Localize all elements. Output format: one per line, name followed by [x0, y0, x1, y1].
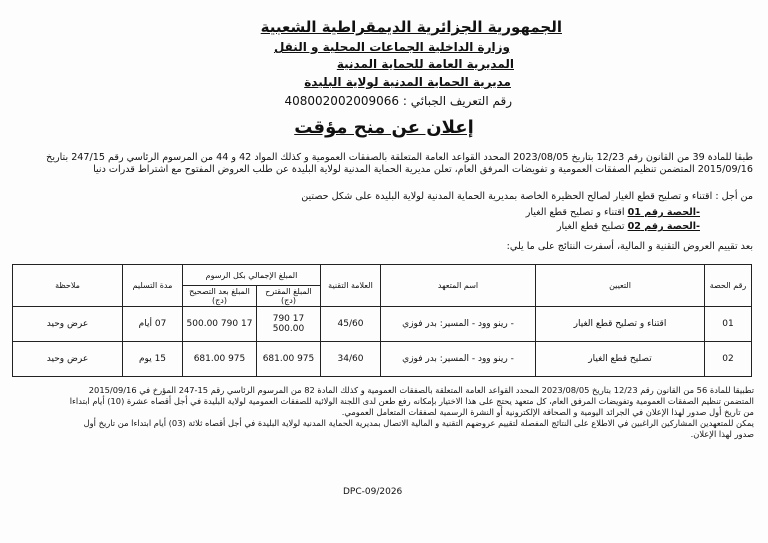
cell-contractor: - رينو وود - المسير: بدر فوزي: [381, 307, 536, 342]
col-tech-score: العلامة التقنية: [321, 265, 381, 307]
cell-contractor: - رينو وود - المسير: بدر فوزي: [381, 342, 536, 377]
cell-designation: تصليح قطع الغيار: [536, 342, 705, 377]
cell-corrected: 975 681.00: [183, 342, 257, 377]
lot-text: اقتناء و تصليح قطع الغيار: [525, 207, 625, 218]
evaluation-paragraph: بعد تقييم العروض التقنية و المالية، أسفرت النتائج على ما يلي:: [506, 241, 753, 252]
lot-label: -الحصة رقم 01: [627, 207, 700, 218]
cell-corrected: 17 790 500.00: [183, 307, 257, 342]
cell-tech-score: 45/60: [321, 307, 381, 342]
col-delivery: مدة التسليم: [123, 265, 183, 307]
lot-label: -الحصة رقم 02: [627, 221, 700, 232]
directorate-header: مديرية الحماية المدنية لولاية البليدة: [304, 75, 511, 89]
cell-lot-no: 01: [705, 307, 752, 342]
cell-designation: اقتناء و تصليح قطع الغيار: [536, 307, 705, 342]
col-corrected: المبلغ بعد التصحيح (دج): [183, 286, 257, 307]
ministry-header: وزارة الداخلية الجماعات المحلية و النقل: [273, 40, 510, 54]
col-total-amount: المبلغ الإجمالي بكل الرسوم: [183, 265, 321, 286]
cell-tech-score: 34/60: [321, 342, 381, 377]
results-table: [12, 264, 752, 377]
cell-lot-no: 02: [705, 342, 752, 377]
document-reference: DPC-09/2026: [343, 487, 403, 497]
object-paragraph: من أجل : اقتناء و تصليح قطع الغيار لصالح الحظيرة الخاصة بمديرية الحماية المدنية لولاية البليدة على شكل حصتين: [301, 191, 753, 202]
table-row: [13, 307, 752, 342]
intro-paragraph-line-2: 2015/09/16 المتضمن تنظيم الصفقات العمومية و تفويضات المرفق العام، تعلن مديرية الحماية المدنية لولاية البليدة عن طلب العروض المفتوح مع اشتراط قدرات دنيا: [93, 164, 753, 175]
lot-item: [526, 207, 700, 218]
cell-notes: عرض وحيد: [13, 342, 123, 377]
intro-paragraph-line-1: طبقا للمادة 39 من القانون رقم 12/23 بتاريخ 2023/08/05 المحدد القواعد العامة المتعلقة بالصفقات العمومية و كذلك المواد 42 و 44 من المرسوم الرئاسي رقم 247/15 بتاريخ: [46, 152, 753, 163]
republic-header: الجمهورية الجزائرية الديمقراطية الشعبية: [260, 18, 562, 36]
directorate-general-header: المديرية العامة للحماية المدنية: [336, 57, 514, 71]
col-notes: ملاحظة: [13, 265, 123, 307]
cell-proposed: 975 681.00: [256, 342, 320, 377]
footer-line-2: المتضمن تنظيم الصفقات العمومية وتفويضات المرفق العام، كل متعهد يحتج على هذا الاختيار بإمكانه رفع طعن لدى اللجنة الولائية للصفقات العمومية لولاية البليدة في أجل أقصاه عشرة (10) أيام ابتداءا: [69, 396, 754, 406]
cell-notes: عرض وحيد: [13, 307, 123, 342]
tax-id: رقم التعريف الجبائي : 408002002009066: [284, 94, 512, 108]
col-lot-no: رقم الحصة: [705, 265, 752, 307]
lot-item: [557, 221, 700, 232]
col-designation: التعيين: [536, 265, 705, 307]
col-proposed: المبلغ المقترح (دج): [256, 286, 320, 307]
cell-proposed: 17 790 500.00: [256, 307, 320, 342]
footer-line-5: صدور لهذا الإعلان.: [690, 429, 754, 439]
table-header-row: [13, 265, 752, 286]
cell-delivery: 07 أيام: [123, 307, 183, 342]
lot-text: تصليح قطع الغيار: [556, 221, 625, 232]
footer-line-1: تطبيقا للمادة 56 من القانون رقم 12/23 بتاريخ 2023/08/05 المحدد القواعد العامة المتعلقة بالصفقات العمومية و كذلك المادة 82 من المرسوم الرئاسي رقم 15-247 المؤرخ في 2015/09/16: [88, 385, 754, 395]
table-row: [13, 342, 752, 377]
footer-line-3: من تاريخ أول صدور لهذا الإعلان في الجرائد اليومية و الصحافة الإلكترونية أو النشرة الرسمية لصفقات المتعامل العمومي.: [341, 407, 754, 417]
footer-line-4: يمكن للمتعهدين المشاركين الراغبين في الاطلاع على النتائج المفصلة لتقييم عروضهم التقنية و المالية الاتصال بمديرية الحماية المدنية لولاية البليدة في أجل أقصاه ثلاثة (03) أيام ابتداءا من تاريخ أول: [83, 418, 754, 428]
col-contractor: اسم المتعهد: [381, 265, 536, 307]
page-title: إعلان عن منح مؤقت: [294, 117, 474, 138]
cell-delivery: 15 يوم: [123, 342, 183, 377]
